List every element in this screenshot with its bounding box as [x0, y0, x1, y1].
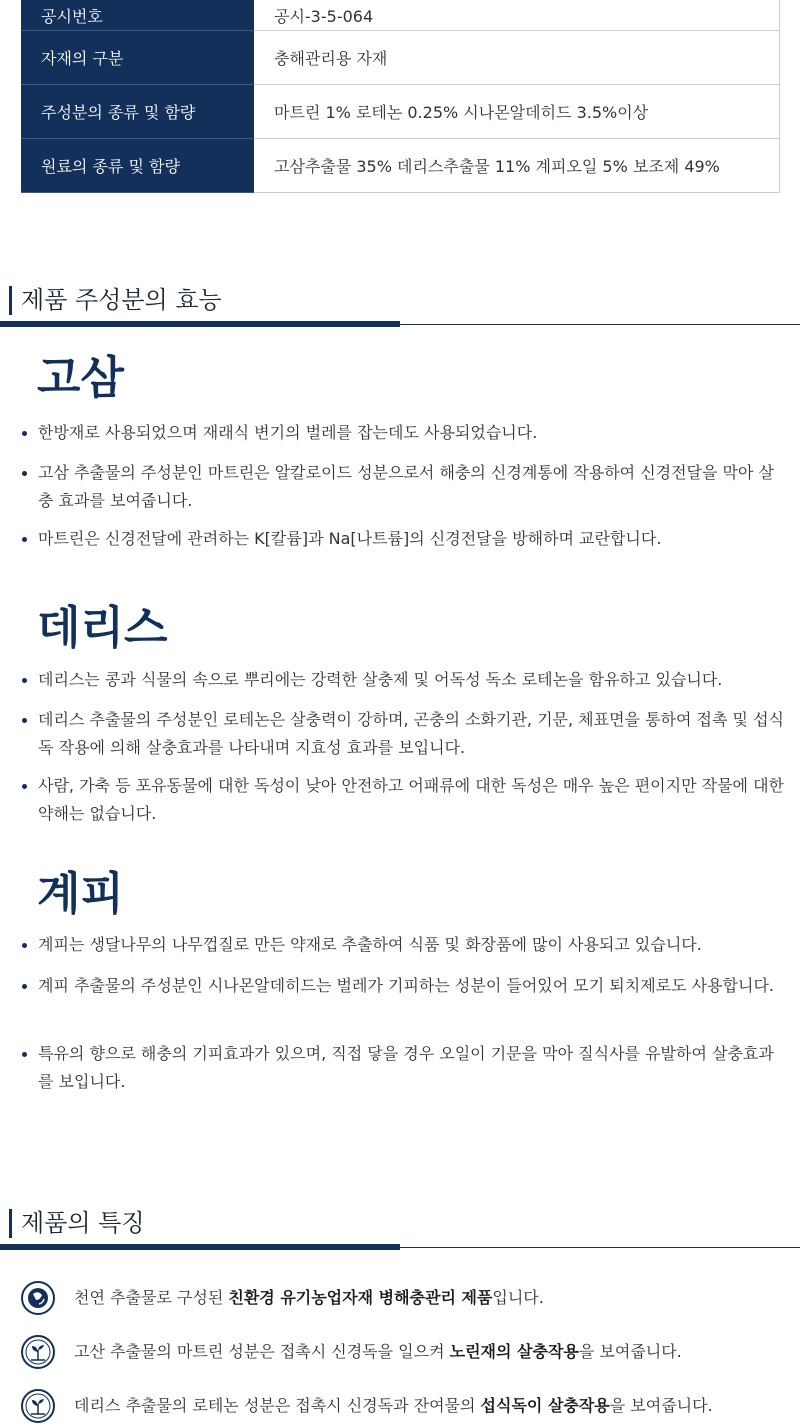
list-item: 데리스는 콩과 식물의 속으로 뿌리에는 강력한 살충제 및 어독성 독소 로테논을 함유하고 있습니다.: [22, 666, 787, 694]
spec-label: 공시번호: [21, 0, 254, 31]
spec-value: 마트린 1% 로테논 0.25% 시나몬알데히드 3.5%이상: [254, 85, 780, 139]
spec-row: [21, 31, 780, 85]
list-item: 특유의 향으로 해충의 기피효과가 있으며, 직접 닿을 경우 오일이 기문을 막아 질식사를 유발하여 살충효과를 보입니다.: [22, 1040, 787, 1096]
spec-table: [21, 0, 780, 193]
heading-accent-bar: [9, 1209, 12, 1238]
feature-text: 고산 추출물의 마트린 성분은 접촉시 신경독을 일으켜 노린재의 살충작용을 보여줍니다.: [74, 1342, 682, 1361]
list-item: 계피 추출물의 주성분인 시나몬알데히드는 벌레가 기피하는 성분이 들어있어 모기 퇴치제로도 사용합니다.: [22, 972, 787, 1000]
list-item: 사람, 가축 등 포유동물에 대한 독성이 낮아 안전하고 어패류에 대한 독성은 매우 높은 편이지만 작물에 대한 약해는 없습니다.: [22, 772, 787, 828]
spec-label: 원료의 종류 및 함량: [21, 139, 254, 193]
ingredient-title-gosam: 고삼: [37, 351, 124, 404]
spec-label: 주성분의 종류 및 함량: [21, 85, 254, 139]
bullet-dot: [22, 943, 27, 948]
bullet-dot: [22, 537, 27, 542]
heading-divider-accent: [0, 321, 400, 327]
bullet-dot: [22, 1052, 27, 1057]
feature-text: 데리스 추출물의 로테논 성분은 접촉시 신경독과 잔여물의 섭식독이 살충작용을 보여줍니다.: [74, 1396, 713, 1415]
efficacy-section-header: [0, 280, 800, 340]
list-item: 데리스 추출물의 주성분인 로테논은 살충력이 강하며, 곤충의 소화기관, 기문, 체표면을 통하여 접촉 및 섭식독 작용에 의해 살충효과를 나타내며 지효성 효과를 보입니다.: [22, 706, 787, 762]
spec-value: 고삼추출물 35% 데리스추출물 11% 계피오일 5% 보조제 49%: [254, 139, 780, 193]
ingredient-title-cinnamon: 계피: [37, 867, 124, 920]
bullet-dot: [22, 431, 27, 436]
ingredient-title-derris: 데리스: [37, 601, 168, 654]
bullet-dot: [22, 984, 27, 989]
list-item: 한방재로 사용되었으며 재래식 변기의 벌레를 잡는데도 사용되었습니다.: [22, 419, 787, 447]
spec-row: [21, 139, 780, 193]
bullet-dot: [22, 784, 27, 789]
bullet-dot: [22, 471, 27, 476]
spec-row: [21, 85, 780, 139]
globe-leaf-icon: [20, 1280, 56, 1316]
list-item: 계피는 생달나무의 나무껍질로 만든 약재로 추출하여 식품 및 화장품에 많이 사용되고 있습니다.: [22, 931, 787, 959]
feature-text: 천연 추출물로 구성된 친환경 유기농업자재 병해충관리 제품입니다.: [74, 1288, 544, 1307]
heading-divider-accent: [0, 1244, 400, 1250]
feature-item: [20, 1334, 790, 1374]
spec-label: 자재의 구분: [21, 31, 254, 85]
feature-item: [20, 1280, 790, 1320]
features-heading: 제품의 특징: [21, 1209, 145, 1237]
efficacy-heading: 제품 주성분의 효능: [21, 286, 222, 314]
spec-row: [21, 0, 780, 31]
list-item: 고삼 추출물의 주성분인 마트린은 알칼로이드 성분으로서 해충의 신경계통에 작용하여 신경전달을 막아 살충 효과를 보여줍니다.: [22, 459, 787, 515]
spec-value: 충해관리용 자재: [254, 31, 780, 85]
features-section-header: [0, 1203, 800, 1263]
feature-item: [20, 1388, 790, 1428]
plant-badge-icon: [20, 1388, 56, 1424]
plant-badge-icon: [20, 1334, 56, 1370]
list-item: 마트린은 신경전달에 관려하는 K[칼륨]과 Na[나트륨]의 신경전달을 방해하며 교란합니다.: [22, 525, 787, 553]
bullet-dot: [22, 678, 27, 683]
spec-value: 공시-3-5-064: [254, 0, 780, 31]
bullet-dot: [22, 718, 27, 723]
heading-accent-bar: [9, 286, 12, 315]
